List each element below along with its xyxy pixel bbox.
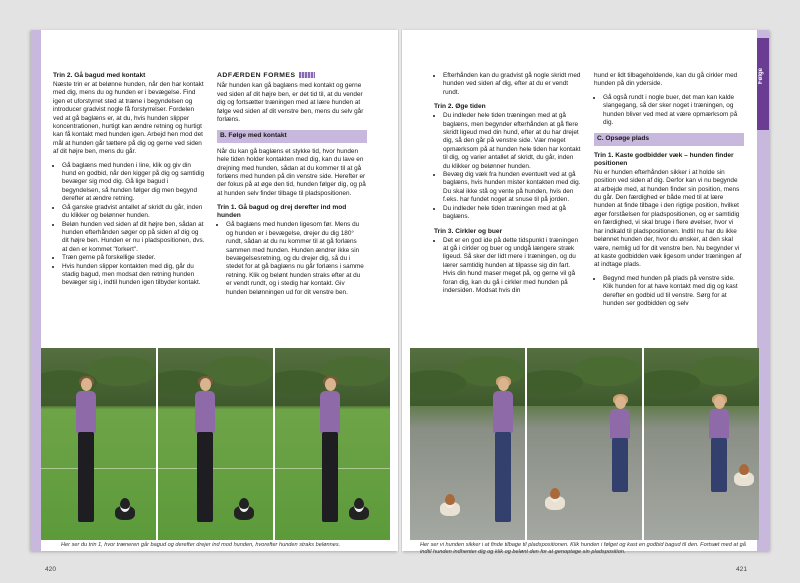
body-paragraph: Når hunden kan gå baglæns med kontakt og gerne ved siden af dit højre ben, er det tid til, at du vender dig og fortsætter træningen med at lære hunden at følge ved siden af dit venstre ben, mens du selv går forlæns. [217, 82, 364, 124]
chapter-tab-label: Følge [758, 68, 764, 84]
list-item: • Beløn hunden ved siden af dit højre ben, sådan at hunden efterhånden søger op på siden af dig og dit højre ben. Hunden er nu i pladspositionen, dvs. at den er kommet "forkert". [62, 221, 205, 255]
photo-beagle-catching-up [527, 348, 642, 540]
right-photo-strip [410, 348, 759, 540]
photo-beagle-treat [410, 348, 525, 540]
bullet-list [594, 275, 744, 309]
section-heading: Trin 3. Cirkler og buer [434, 227, 503, 235]
list-item: • Gå baglæns med hunden ligesom før. Mens du og hunden er i bevægelse, drejer du dig 180° rundt, sådan at du nu kommer til at gå forlæns sammen med hunden. Hunden ændrer ikke sin bevægelsesretning, og du drejer dig, så du i stedet for at gå baglæns nu går forlæns i samme retning. Klik og belønt hunden straks efter at du er vendt rundt, og i stedig har kontakt. Giv hunden belønningen ud for dit venstre ben. [226, 221, 367, 297]
list-item: • Bevæg dig væk fra hunden eventuelt ved at gå baglæns, hvis hunden mister kontakten med dig. Du skal ikke stå og vente på hunden, hvis den f.eks. har fundet noget at snuse til på jorden. [443, 171, 582, 205]
list-item: • Hvis hunden slipper kontakten med dig, går du stadig bagud, men modsat den retning hunden bevæger sig i, indtil hunden igen tilbyder kontakt. [62, 263, 205, 288]
bullet-list [53, 162, 205, 288]
list-item: • Det er en god ide på dette tidspunkt i træningen at gå i cirkler og buer og undgå længere stræk ligeud. Så sker der lidt mere i træningen, og du lærer samtidig hunden at tilpasse sig din fart. Hvis din hund maser meget på, og gerne vil gå foran dig, kan du gå i cirkler med hunden på indersiden. Modsat hvis din [443, 237, 582, 296]
left-page [31, 30, 398, 573]
section-heading: Trin 2. Øge tiden [434, 103, 486, 111]
body-paragraph: hund er lidt tilbageholdende, kan du gå cirkler med hunden på din yderside. [594, 72, 738, 88]
left-column-1 [53, 72, 205, 292]
section-band-heading: C. Opsøge plads [594, 133, 744, 145]
photo-beagle-in-position [644, 348, 759, 540]
right-page [402, 30, 769, 573]
section-heading: Trin 1. Gå bagud og drej derefter ind mod hunden [217, 204, 347, 220]
list-item: • Gå baglæns med hunden i line, klik og giv din hund en godbid, når den kigger på dig og samtidig bevæger sig mod dig. Gå lige bagud i begyndelsen, så hunden følger dig men begynd derefter at ændre retning. [62, 162, 205, 204]
left-photo-strip [41, 348, 390, 540]
right-column-2 [594, 72, 744, 312]
right-photo-caption: Her ser vi hunden sikker i at finde tilbage til pladspositionen. Klik hunden i følget og kast en godbid bagud til den. Fortsæt med at gå indtil hunden indhenter dig og klik og belønt den for at genoptage sin pladsposition. [420, 542, 746, 555]
body-paragraph: Nu er hunden efterhånden sikker i at holde sin position ved siden af dig. Derfor kan vi nu begynde at arbejde med, at hunden finder sin position, mens du går. Den færdighed er både med til at lære hunden at finde tilbage i den rigtige position, hvilket øger forståelsen for pladspositionen, og er samtidig en færdighed, vi skal bruge i flere øvelser, hvor vi har indkald til pladspositionen. Indtil nu har du ikke belønnet hunden der, hvor du ønsker, at den skal være, nemlig ud for dit venstre ben. Nu begynder vi at kaste godbidden væk ligesom under træningen af at indtage plads. [594, 168, 742, 269]
box-heading-text: ADFÆRDEN FORMES [217, 72, 296, 79]
list-item: • Gå ganske gradvist antallet af skridt du går, inden du klikker og belønner hunden. [62, 204, 205, 221]
bullet-list [434, 112, 582, 221]
section-heading: Trin 2. Gå bagud med kontakt [53, 72, 146, 79]
photo-trainer-backward [41, 348, 156, 540]
chapter-tab [757, 38, 769, 130]
bullet-list [217, 221, 367, 297]
photo-trainer-rewarding [275, 348, 390, 540]
marker-icon [299, 72, 315, 78]
list-item: • Træn gerne på forskellige steder. [62, 254, 205, 262]
photo-trainer-turning [158, 348, 273, 540]
bullet-list [594, 94, 744, 128]
section-heading: Trin 1. Kaste godbidder væk – hunden finder positionen [594, 151, 734, 167]
body-paragraph: Næste trin er at belønne hunden, når den har kontakt med dig, mens du og hunden er i bevægelse. Find igen et uforstyrret sted at træne i begyndelsen og introducer gradvist nogle få forstyrrelser. Fordelen ved at gå baglæns er, at du, hvis hunden slipper koncentrationen, hurtigt kan ændre retning og hurtigt kan få kontakt med hunden igen. Arbejd hen mod det mål at hunden går tættere på dig og gerne ved siden af dit højre ben, mens du går. [53, 81, 204, 156]
list-item: • Efterhånden kan du gradvist gå nogle skridt med hunden ved siden af dig, efter at du er vendt rundt. [443, 72, 582, 97]
list-item: • Du indleder hele tiden træningen med at gå baglæns, men begynder efterhånden at gå flere skridt ligeud med din hund, efter at du har drejet dig, så den går på venstre side. Vær meget opmærksom på at hunden hele tiden har kontakt til dig, og varier antallet af skridt, du går, inden du klikker og belønner hunden. [443, 112, 582, 171]
bullet-list [434, 72, 582, 97]
section-band-heading: B. Følge med kontakt [217, 130, 367, 142]
left-color-band [31, 30, 41, 551]
page-number-left: 420 [45, 566, 57, 573]
left-photo-caption: Her ser du trin 1, hvor træneren går bagud og derefter drejer ind mod hunden, hvorefter hunden straks belønnes. [61, 542, 341, 548]
list-item: • Begynd med hunden på plads på venstre side. Klik hunden for at have kontakt med dig og kast derefter en godbid ud til venstre. Sørg for at hunden ser godbidden og selv [603, 275, 744, 309]
page-number-right: 421 [735, 566, 747, 573]
bullet-list [434, 237, 582, 296]
list-item: • Du indleder hele tiden træningen med at gå baglæns. [443, 205, 582, 222]
list-item: • Gå også rundt i nogle buer, det man kan kalde slangegang, så der sker noget i træningen, og hunden bliver ved med at være opmærksom på dig. [603, 94, 744, 128]
body-paragraph: Når du kan gå baglæns et stykke tid, hvor hunden hele tiden holder kontakten med dig, kan du lave en drejning med hunden, sådan at du kommer til at gå forlæns med hunden på din venstre side. Herefter er der fokus på at øge den tid, hunden følger dig, og på at hunden selv finder tilbage til pladspositionen. [217, 147, 366, 197]
right-column-1 [434, 72, 582, 299]
left-column-2 [217, 72, 367, 301]
box-heading [217, 72, 367, 80]
